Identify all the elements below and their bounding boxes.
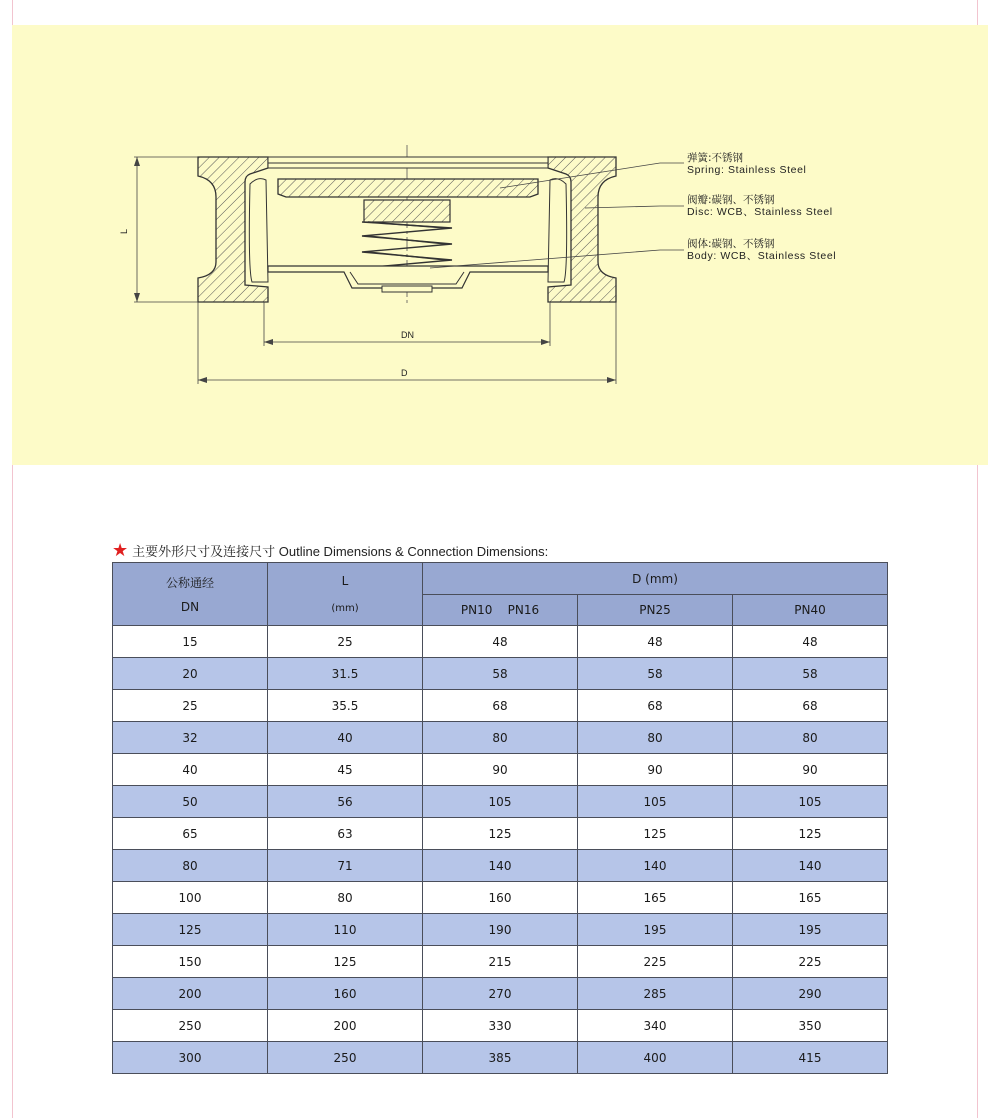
table-cell: 56 <box>268 786 423 818</box>
section-title-text: 主要外形尺寸及连接尺寸 Outline Dimensions & Connection Dimensions: <box>132 543 549 559</box>
body-left-cavity <box>249 179 268 282</box>
table-cell: 140 <box>578 850 733 882</box>
header-dn-en: DN <box>180 600 200 614</box>
header-pn25: PN25 <box>578 595 733 626</box>
table-cell: 215 <box>423 946 578 978</box>
table-cell: 68 <box>423 690 578 722</box>
table-row <box>113 786 888 818</box>
table-cell: 48 <box>733 626 888 658</box>
table-cell: 90 <box>423 754 578 786</box>
dim-dn-label: DN <box>401 330 414 340</box>
table-cell: 35.5 <box>268 690 423 722</box>
table-cell: 58 <box>578 658 733 690</box>
table-cell: 68 <box>733 690 888 722</box>
table-cell: 105 <box>733 786 888 818</box>
table-cell: 80 <box>578 722 733 754</box>
table-cell: 48 <box>578 626 733 658</box>
callout-spring-cn: 弹簧:不锈钢 <box>687 152 744 164</box>
callout-spring-en: Spring: Stainless Steel <box>687 164 807 176</box>
table-cell: 415 <box>733 1042 888 1074</box>
seat-spider <box>268 266 548 288</box>
disc <box>278 179 538 197</box>
table-cell: 190 <box>423 914 578 946</box>
table-cell: 110 <box>268 914 423 946</box>
table-row <box>113 882 888 914</box>
header-dn-cn: 公称通经 <box>165 576 214 590</box>
table-cell: 330 <box>423 1010 578 1042</box>
table-cell: 80 <box>113 850 268 882</box>
star-icon: ★ <box>112 540 129 560</box>
dim-d-label: D <box>401 368 408 378</box>
table-cell: 340 <box>578 1010 733 1042</box>
table-cell: 80 <box>268 882 423 914</box>
table-cell: 45 <box>268 754 423 786</box>
table-cell: 125 <box>733 818 888 850</box>
table-cell: 63 <box>268 818 423 850</box>
dim-l-label: L <box>119 228 129 234</box>
table-cell: 25 <box>113 690 268 722</box>
header-pn40: PN40 <box>733 595 888 626</box>
table-cell: 105 <box>578 786 733 818</box>
table-cell: 300 <box>113 1042 268 1074</box>
table-row <box>113 658 888 690</box>
dimensions-table <box>112 562 888 1074</box>
table-cell: 105 <box>423 786 578 818</box>
table-row <box>113 754 888 786</box>
table-cell: 125 <box>423 818 578 850</box>
table-cell: 285 <box>578 978 733 1010</box>
table-cell: 195 <box>578 914 733 946</box>
table-cell: 50 <box>113 786 268 818</box>
table-cell: 250 <box>113 1010 268 1042</box>
table-cell: 58 <box>423 658 578 690</box>
table-cell: 140 <box>733 850 888 882</box>
table-cell: 40 <box>268 722 423 754</box>
table-cell: 385 <box>423 1042 578 1074</box>
table-cell: 200 <box>268 1010 423 1042</box>
table-cell: 165 <box>578 882 733 914</box>
table-cell: 32 <box>113 722 268 754</box>
table-cell: 20 <box>113 658 268 690</box>
table-cell: 195 <box>733 914 888 946</box>
header-l <box>268 563 423 626</box>
table-row <box>113 818 888 850</box>
table-cell: 25 <box>268 626 423 658</box>
table-cell: 270 <box>423 978 578 1010</box>
valve-drawing-panel <box>12 25 988 465</box>
table-row <box>113 978 888 1010</box>
table-cell: 80 <box>423 722 578 754</box>
table-cell: 200 <box>113 978 268 1010</box>
table-cell: 71 <box>268 850 423 882</box>
table-cell: 160 <box>268 978 423 1010</box>
body-right-cavity <box>548 179 567 282</box>
callout-body-en: Body: WCB、Stainless Steel <box>687 250 837 262</box>
table-row <box>113 914 888 946</box>
header-dn <box>113 563 268 626</box>
table-cell: 58 <box>733 658 888 690</box>
table-cell: 350 <box>733 1010 888 1042</box>
table-cell: 90 <box>733 754 888 786</box>
table-cell: 15 <box>113 626 268 658</box>
table-row <box>113 1042 888 1074</box>
table-cell: 48 <box>423 626 578 658</box>
table-cell: 31.5 <box>268 658 423 690</box>
table-cell: 150 <box>113 946 268 978</box>
table-cell: 90 <box>578 754 733 786</box>
header-pn10-pn16: PN10 PN16 <box>423 595 578 626</box>
table-cell: 160 <box>423 882 578 914</box>
table-cell: 40 <box>113 754 268 786</box>
table-row <box>113 690 888 722</box>
table-row <box>113 946 888 978</box>
table-row <box>113 626 888 658</box>
table-cell: 165 <box>733 882 888 914</box>
table-row <box>113 722 888 754</box>
section-title <box>112 540 548 560</box>
table-cell: 68 <box>578 690 733 722</box>
table-cell: 400 <box>578 1042 733 1074</box>
table-cell: 125 <box>268 946 423 978</box>
table-row <box>113 850 888 882</box>
callout-disc-cn: 阀瓣:碳钢、不锈钢 <box>687 194 775 206</box>
header-l-unit: (mm) <box>331 603 359 614</box>
table-body <box>113 626 888 1074</box>
table-cell: 125 <box>113 914 268 946</box>
callout-body-cn: 阀体:碳钢、不锈钢 <box>687 238 775 250</box>
header-l-label: L <box>341 574 349 588</box>
callout-disc-en: Disc: WCB、Stainless Steel <box>687 206 833 218</box>
table-row <box>113 1010 888 1042</box>
table-cell: 65 <box>113 818 268 850</box>
table-cell: 290 <box>733 978 888 1010</box>
table-cell: 250 <box>268 1042 423 1074</box>
table-cell: 125 <box>578 818 733 850</box>
leader-disc <box>585 206 684 208</box>
valve-cross-section-drawing <box>12 25 988 465</box>
table-cell: 140 <box>423 850 578 882</box>
table-cell: 80 <box>733 722 888 754</box>
table-cell: 225 <box>578 946 733 978</box>
table-cell: 225 <box>733 946 888 978</box>
header-d: D (mm) <box>423 563 888 595</box>
table-cell: 100 <box>113 882 268 914</box>
